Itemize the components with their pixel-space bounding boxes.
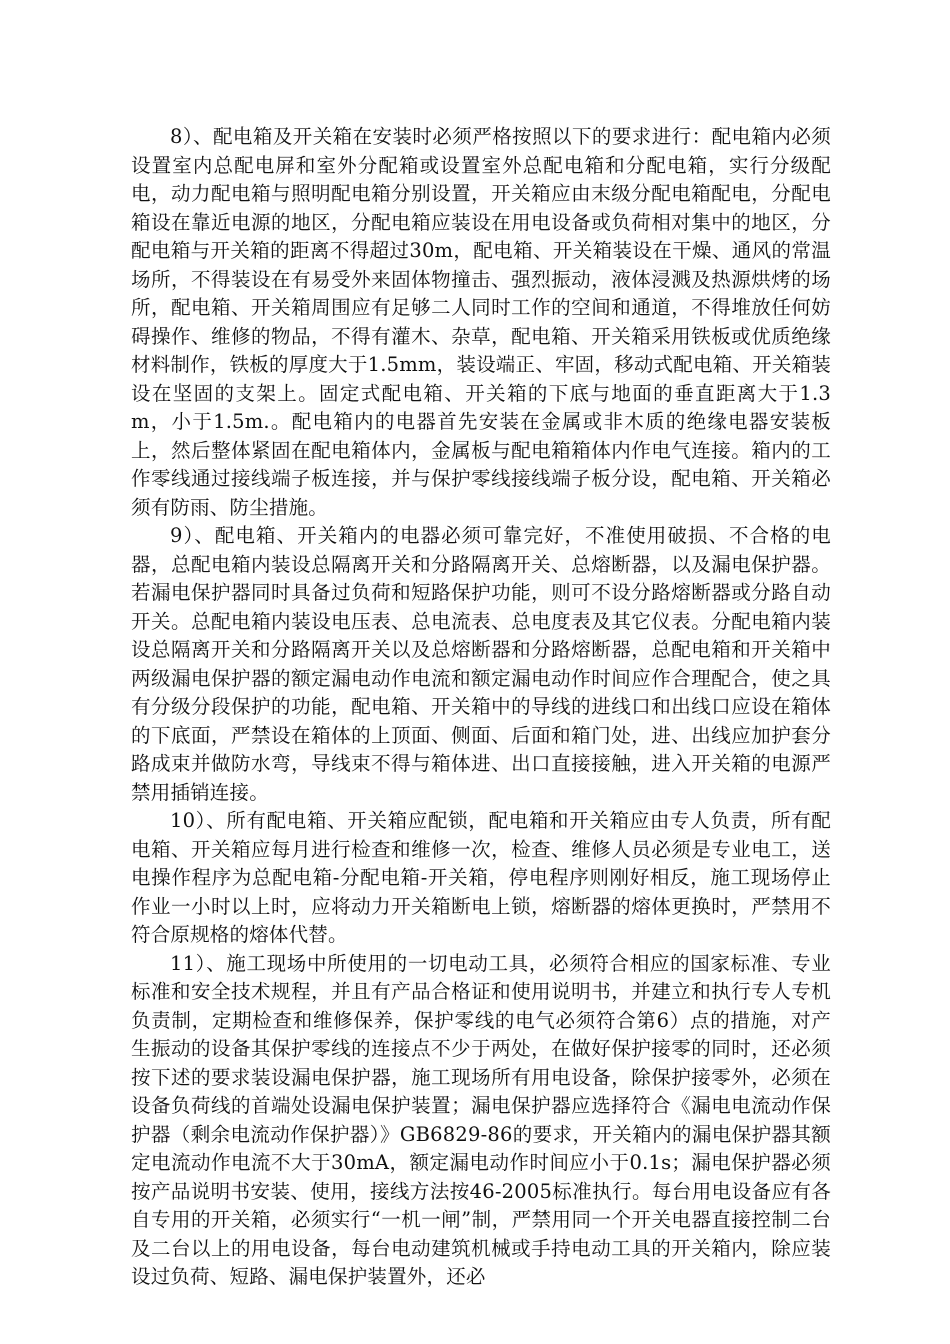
paragraph-10: 10）、所有配电箱、开关箱应配锁，配电箱和开关箱应由专人负责，所有配电箱、开关箱应每月进行检查和维修一次，检查、维修人员必须是专业电工，送电操作程序为总配电箱-分配电箱-开关箱，停电程序则刚好相反，施工现场停止作业一小时以上时，应将动力开关箱断电上锁，熔断器的熔体更换时，严禁用不符合原规格的熔体代替。 — [131, 809, 831, 946]
paragraph-11: 11）、施工现场中所使用的一切电动工具，必须符合相应的国家标准、专业标准和安全技术规程，并且有产品合格证和使用说明书，并建立和执行专人专机负责制，定期检查和维修保养，保护零线的电气必须符合第6）点的措施，对产生振动的设备其保护零线的连接点不少于两处，在做好保护接零的同时，还必须按下述的要求装设漏电保护器，施工现场所有用电设备，除保护接零外，必须在设备负荷线的首端处设漏电保护装置；漏电保护器应选择符合《漏电电流动作保护器（剩余电流动作保护器）》GB6829-86的要求，开关箱内的漏电保护器其额定电流动作电流不大于30mA，额定漏电动作时间应小于0.1s；漏电保护器必须按产品说明书安装、使用，接线方法按46-2005标准执行。每台用电设备应有各自专用的开关箱，必须实行“一机一闸”制，严禁用同一个开关电器直接控制二台及二台以上的用电设备，每台电动建筑机械或手持电动工具的开关箱内，除应装设过负荷、短路、漏电保护装置外，还必 — [131, 951, 831, 1288]
paragraph-8: 8）、配电箱及开关箱在安装时必须严格按照以下的要求进行：配电箱内必须设置室内总配电屏和室外分配箱或设置室外总配电箱和分配电箱，实行分级配电，动力配电箱与照明配电箱分别设置，开关箱应由末级分配电箱配电，分配电箱设在靠近电源的地区，分配电箱应装设在用电设备或负荷相对集中的地区，分配电箱与开关箱的距离不得超过30m，配电箱、开关箱装设在干燥、通风的常温场所，不得装设在有易受外来固体物撞击、强烈振动，液体浸溅及热源烘烤的场所，配电箱、开关箱周围应有足够二人同时工作的空间和通道，不得堆放任何妨碍操作、维修的物品，不得有灌木、杂草，配电箱、开关箱采用铁板或优质绝缘材料制作，铁板的厚度大于1.5mm，装设端正、牢固，移动式配电箱、开关箱装设在坚固的支架上。固定式配电箱、开关箱的下底与地面的垂直距离大于1.3m，小于1.5m.。配电箱内的电器首先安装在金属或非木质的绝缘电器安装板上，然后整体紧固在配电箱体内，金属板与配电箱箱体内作电气连接。箱内的工作零线通过接线端子板连接，并与保护零线接线端子板分设，配电箱、开关箱必须有防雨、防尘措施。 — [131, 125, 831, 519]
document-body — [131, 123, 831, 1292]
paragraph-9: 9）、配电箱、开关箱内的电器必须可靠完好，不准使用破损、不合格的电器，总配电箱内装设总隔离开关和分路隔离开关、总熔断器，以及漏电保护器。若漏电保护器同时具备过负荷和短路保护功能，则可不设分路熔断器或分路自动开关。总配电箱内装设电压表、总电流表、总电度表及其它仪表。分配电箱内装设总隔离开关和分路隔离开关以及总熔断器和分路熔断器，总配电箱和开关箱中两级漏电保护器的额定漏电动作电流和额定漏电动作时间应作合理配合，使之具有分级分段保护的功能，配电箱、开关箱中的导线的进线口和出线口应设在箱体的下底面，严禁设在箱体的上顶面、侧面、后面和箱门处，进、出线应加护套分路成束并做防水弯，导线束不得与箱体进、出口直接接触，进入开关箱的电源严禁用插销连接。 — [131, 524, 831, 804]
